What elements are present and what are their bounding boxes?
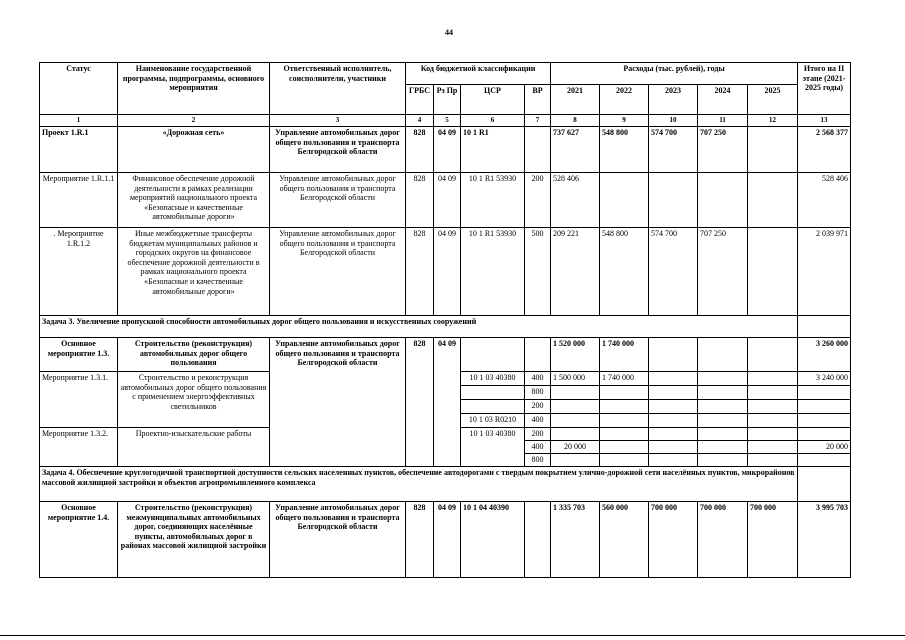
page-number: 44: [445, 28, 453, 37]
row-csr: 10 1 04 40390: [461, 502, 525, 578]
colnum: 7: [525, 115, 551, 127]
row-rzpr: 04 09: [434, 502, 461, 578]
row-2022: 560 000: [600, 502, 649, 578]
table-row: [40, 127, 851, 173]
row-grbs: 828: [406, 502, 434, 578]
row-executor: Управление автомобильных дорог общего пользования и транспорта Белгородской области: [270, 502, 406, 578]
row-2021: 209 221: [551, 228, 600, 316]
row-status: Мероприятие 1.3.1.: [40, 372, 118, 428]
colnum: 5: [434, 115, 461, 127]
row-2022: 1 740 000: [600, 338, 649, 372]
row-executor: Управление автомобильных дорог общего пользования и транспорта Белгородской области: [270, 338, 406, 467]
row-vr: 800: [525, 454, 551, 467]
row-vr: 500: [525, 228, 551, 316]
header-2024: 2024: [698, 85, 748, 115]
row-status: Мероприятие 1.R.1.1: [40, 173, 118, 228]
row-rzpr: 04 09: [434, 228, 461, 316]
row-csr: 10 1 03 40380: [461, 428, 525, 467]
row-2024: [698, 173, 748, 228]
colnum: 3: [270, 115, 406, 127]
row-grbs: 828: [406, 173, 434, 228]
row-2021: 1 520 000: [551, 338, 600, 372]
row-2025: [748, 338, 798, 372]
header-csr: ЦСР: [461, 85, 525, 115]
row-csr: 10 1 03 R0210: [461, 414, 525, 428]
budget-table: [39, 62, 851, 578]
row-name: Строительство (реконструкция) межмуниципальных автомобильных дорог, соединяющих населённые пункты, автомобильных дорог в районах массовой жилищной застройки: [118, 502, 270, 578]
row-total: 3 995 703: [798, 502, 851, 578]
row-2024: 707 250: [698, 127, 748, 173]
row-total: 2 568 377: [798, 127, 851, 173]
row-rzpr: 04 09: [434, 173, 461, 228]
colnum: 12: [748, 115, 798, 127]
row-2021: 1 335 703: [551, 502, 600, 578]
task-row: [40, 316, 851, 338]
row-total: 20 000: [798, 441, 851, 454]
row-grbs: 828: [406, 228, 434, 316]
row-vr: 800: [525, 386, 551, 400]
header-budget-code: Код бюджетной классификации: [406, 63, 551, 85]
header-executor: Ответственный исполнитель, соисполнители, участники: [270, 63, 406, 115]
row-total: 3 260 000: [798, 338, 851, 372]
colnum: 2: [118, 115, 270, 127]
colnum: 11: [698, 115, 748, 127]
row-vr: [525, 502, 551, 578]
table-row: [40, 502, 851, 578]
row-grbs: 828: [406, 338, 434, 467]
row-status: Основное мероприятие 1.3.: [40, 338, 118, 372]
row-vr: 400: [525, 372, 551, 386]
header-status: Статус: [40, 63, 118, 115]
row-total: 528 406: [798, 173, 851, 228]
row-status: . Мероприятие 1.R.1.2: [40, 228, 118, 316]
table-row: [40, 338, 851, 372]
row-2021: 20 000: [551, 441, 600, 454]
row-name: Финансовое обеспечение дорожной деятельности в рамках реализации мероприятий национального проекта «Безопасные и качественные автомобильные дороги»: [118, 173, 270, 228]
header-grbs: ГРБС: [406, 85, 434, 115]
row-total: 3 240 000: [798, 372, 851, 386]
row-2022: 548 800: [600, 127, 649, 173]
colnum: 6: [461, 115, 525, 127]
header-2025: 2025: [748, 85, 798, 115]
task-4-title: Задача 4. Обеспечение круглогодичной транспортной доступности сельских населенных пунктов, обеспечение автодорогами с твердым покрытием улично-дорожной сети населённых пунктов, микрорайонов массовой жилищной застройки и объектов агропромышленного комплекса: [40, 467, 798, 502]
row-2023: 574 700: [649, 127, 698, 173]
row-name: Проектно-изыскательские работы: [118, 428, 270, 467]
row-executor: Управление автомобильных дорог общего пользования и транспорта Белгородской области: [270, 173, 406, 228]
row-2022: 548 800: [600, 228, 649, 316]
row-csr: 10 1 R1 53930: [461, 173, 525, 228]
header-2022: 2022: [600, 85, 649, 115]
row-2024: 700 000: [698, 502, 748, 578]
row-status: Основное мероприятие 1.4.: [40, 502, 118, 578]
row-name: Строительство и реконструкция автомобильных дорог общего пользования с применением энергоэффективных светильников: [118, 372, 270, 428]
colnum: 10: [649, 115, 698, 127]
row-name: «Дорожная сеть»: [118, 127, 270, 173]
header-expenses: Расходы (тыс. рублей), годы: [551, 63, 798, 85]
row-csr: 10 1 03 40380: [461, 372, 525, 386]
colnum: 9: [600, 115, 649, 127]
row-2025: [748, 127, 798, 173]
colnum: 8: [551, 115, 600, 127]
row-2023: [649, 173, 698, 228]
row-csr: [461, 338, 525, 372]
row-executor: Управление автомобильных дорог общего пользования и транспорта Белгородской области: [270, 127, 406, 173]
header-rzpr: Рз Пр: [434, 85, 461, 115]
row-total: 2 039 971: [798, 228, 851, 316]
row-status: Мероприятие 1.3.2.: [40, 428, 118, 467]
colnum: 1: [40, 115, 118, 127]
row-name: Иные межбюджетные трансферты бюджетам муниципальных районов и городских округов на финансовое обеспечение дорожной деятельности в рамках национального проекта «Безопасные и качественные автомобильные дороги»: [118, 228, 270, 316]
colnum: 13: [798, 115, 851, 127]
row-2024: [698, 338, 748, 372]
row-2024: 707 250: [698, 228, 748, 316]
row-vr: 200: [525, 400, 551, 414]
colnum: 4: [406, 115, 434, 127]
row-2025: 700 000: [748, 502, 798, 578]
row-2021: 737 627: [551, 127, 600, 173]
row-csr: 10 1 R1: [461, 127, 525, 173]
page-bottom-rule: [0, 635, 905, 636]
row-2022: [600, 173, 649, 228]
row-2023: [649, 338, 698, 372]
row-vr: 200: [525, 173, 551, 228]
row-grbs: 828: [406, 127, 434, 173]
table-row: [40, 228, 851, 316]
row-2025: [748, 228, 798, 316]
row-csr: 10 1 R1 53930: [461, 228, 525, 316]
header-2021: 2021: [551, 85, 600, 115]
header-total: Итого на II этапе (2021-2025 годы): [798, 63, 851, 115]
row-2022: 1 740 000: [600, 372, 649, 386]
row-executor: Управление автомобильных дорог общего пользования и транспорта Белгородской области: [270, 228, 406, 316]
row-vr: [525, 127, 551, 173]
row-vr: 400: [525, 414, 551, 428]
row-2023: 700 000: [649, 502, 698, 578]
row-2025: [748, 173, 798, 228]
row-name: Строительство (реконструкция) автомобильных дорог общего пользования: [118, 338, 270, 372]
row-vr: 200: [525, 428, 551, 441]
row-vr: 400: [525, 441, 551, 454]
task-row: [40, 467, 851, 502]
header-name: Наименование государственной программы, подпрограммы, основного мероприятия: [118, 63, 270, 115]
row-2021: 528 406: [551, 173, 600, 228]
row-2021: 1 500 000: [551, 372, 600, 386]
task-3-title: Задача 3. Увеличение пропускной способности автомобильных дорог общего пользования и искусственных сооружений: [40, 316, 798, 338]
row-status: Проект 1.R.1: [40, 127, 118, 173]
row-rzpr: 04 09: [434, 338, 461, 467]
row-2023: 574 700: [649, 228, 698, 316]
row-vr: [525, 338, 551, 372]
row-rzpr: 04 09: [434, 127, 461, 173]
header-vr: ВР: [525, 85, 551, 115]
header-2023: 2023: [649, 85, 698, 115]
table-row: [40, 173, 851, 228]
